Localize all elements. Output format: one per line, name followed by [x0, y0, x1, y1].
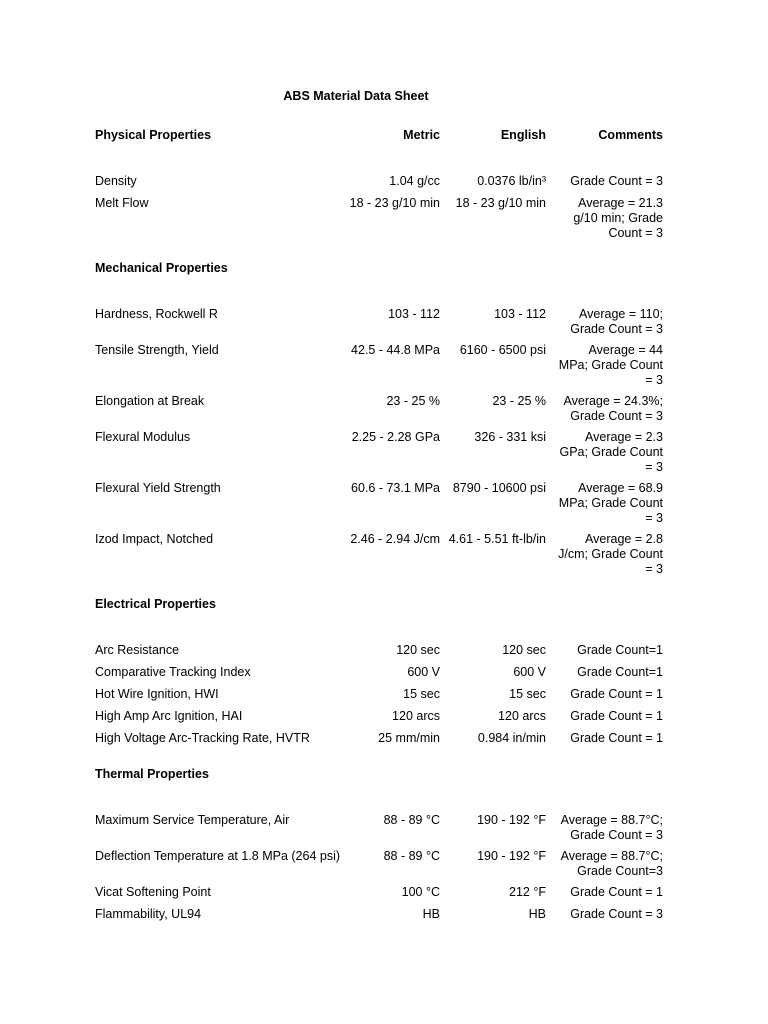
- property-name: Flexural Yield Strength: [95, 481, 221, 495]
- comments-value: Grade Count = 1: [570, 885, 663, 899]
- metric-value: 120 sec: [396, 643, 440, 657]
- section-title: Electrical Properties: [95, 597, 216, 611]
- property-name: Hot Wire Ignition, HWI: [95, 687, 219, 701]
- property-name: Vicat Softening Point: [95, 885, 211, 899]
- comments-value: Average = 2.8 J/cm; Grade Count = 3: [558, 532, 663, 576]
- english-value: 190 - 192 °F: [477, 849, 546, 863]
- english-value: 15 sec: [509, 687, 546, 701]
- property-name: Maximum Service Temperature, Air: [95, 813, 290, 827]
- comments-value: Grade Count=1: [577, 643, 663, 657]
- comments-value: Average = 88.7°C; Grade Count=3: [560, 849, 663, 878]
- property-name: Comparative Tracking Index: [95, 665, 251, 679]
- page-title: ABS Material Data Sheet: [283, 89, 429, 103]
- comments-value: Grade Count = 3: [570, 174, 663, 188]
- metric-value: HB: [422, 907, 440, 921]
- english-value: 212 °F: [509, 885, 546, 899]
- column-header-metric: Metric: [403, 128, 440, 142]
- property-name: Izod Impact, Notched: [95, 532, 214, 546]
- property-name: Hardness, Rockwell R: [95, 307, 218, 321]
- metric-value: 100 °C: [401, 885, 440, 899]
- property-name: High Amp Arc Ignition, HAI: [95, 709, 243, 723]
- section-title: Thermal Properties: [95, 767, 209, 781]
- section-heading: Physical Properties: [95, 128, 212, 142]
- property-name: Deflection Temperature at 1.8 MPa (264 psi): [95, 849, 341, 863]
- metric-value: 2.25 - 2.28 GPa: [351, 430, 440, 444]
- english-value: 6160 - 6500 psi: [459, 343, 546, 357]
- property-name: Melt Flow: [95, 196, 149, 210]
- property-name: Arc Resistance: [95, 643, 180, 657]
- property-name: Tensile Strength, Yield: [95, 343, 219, 357]
- comments-value: Average = 44 MPa; Grade Count = 3: [558, 343, 663, 387]
- english-value: 0.0376 lb/in³: [477, 174, 546, 188]
- comments-value: Average = 24.3%; Grade Count = 3: [563, 394, 663, 423]
- comments-value: Grade Count = 1: [570, 731, 663, 745]
- comments-value: Average = 2.3 GPa; Grade Count = 3: [559, 430, 663, 474]
- english-value: 103 - 112: [494, 307, 546, 321]
- metric-value: 1.04 g/cc: [389, 174, 440, 188]
- metric-value: 120 arcs: [392, 709, 440, 723]
- english-value: 4.61 - 5.51 ft-lb/in: [448, 532, 546, 546]
- column-header-english: English: [500, 128, 546, 142]
- metric-value: 23 - 25 %: [386, 394, 440, 408]
- metric-value: 103 - 112: [388, 307, 440, 321]
- metric-value: 18 - 23 g/10 min: [349, 196, 440, 210]
- metric-value: 2.46 - 2.94 J/cm: [350, 532, 440, 546]
- metric-value: 88 - 89 °C: [383, 849, 440, 863]
- column-header-comments: Comments: [598, 128, 663, 142]
- comments-value: Average = 21.3 g/10 min; Grade Count = 3: [573, 196, 663, 240]
- metric-value: 88 - 89 °C: [383, 813, 440, 827]
- property-name: Flexural Modulus: [95, 430, 191, 444]
- metric-value: 60.6 - 73.1 MPa: [351, 481, 440, 495]
- comments-value: Grade Count = 1: [570, 687, 663, 701]
- metric-value: 600 V: [407, 665, 440, 679]
- english-value: 326 - 331 ksi: [474, 430, 546, 444]
- comments-value: Average = 110; Grade Count = 3: [570, 307, 663, 336]
- section-title: Mechanical Properties: [95, 261, 228, 275]
- english-value: HB: [528, 907, 546, 921]
- property-name: Flammability, UL94: [95, 907, 202, 921]
- metric-value: 42.5 - 44.8 MPa: [351, 343, 440, 357]
- property-name: High Voltage Arc-Tracking Rate, HVTR: [95, 731, 310, 745]
- english-value: 190 - 192 °F: [477, 813, 546, 827]
- comments-value: Average = 68.9 MPa; Grade Count = 3: [558, 481, 663, 525]
- english-value: 600 V: [513, 665, 546, 679]
- comments-value: Average = 88.7°C; Grade Count = 3: [560, 813, 663, 842]
- english-value: 8790 - 10600 psi: [452, 481, 546, 495]
- english-value: 23 - 25 %: [492, 394, 546, 408]
- comments-value: Grade Count = 1: [570, 709, 663, 723]
- metric-value: 25 mm/min: [378, 731, 440, 745]
- english-value: 18 - 23 g/10 min: [455, 196, 546, 210]
- comments-value: Grade Count=1: [577, 665, 663, 679]
- english-value: 120 sec: [502, 643, 546, 657]
- english-value: 120 arcs: [498, 709, 546, 723]
- comments-value: Grade Count = 3: [570, 907, 663, 921]
- metric-value: 15 sec: [403, 687, 440, 701]
- property-name: Density: [95, 174, 137, 188]
- property-name: Elongation at Break: [95, 394, 205, 408]
- english-value: 0.984 in/min: [477, 731, 546, 745]
